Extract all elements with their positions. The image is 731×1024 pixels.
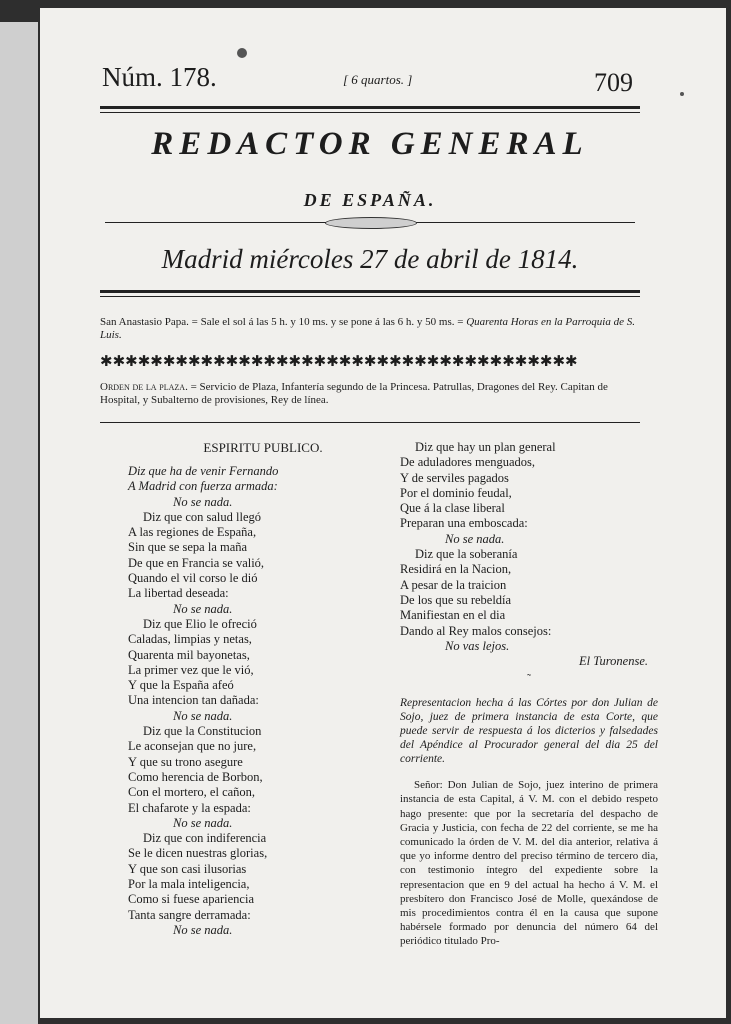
right-column bbox=[400, 440, 658, 949]
poem-line: No vas lejos. bbox=[445, 638, 510, 653]
poem-line: De aduladores menguados, bbox=[400, 455, 536, 470]
poem-line: Caladas, limpias y netas, bbox=[128, 632, 252, 647]
newspaper-page bbox=[40, 8, 726, 1018]
poem-line: Diz que con salud llegó bbox=[143, 509, 262, 524]
poem-line: La primer vez que le vió, bbox=[128, 662, 254, 677]
poem-line: A pesar de la traicion bbox=[400, 577, 507, 592]
poem-line: Con el mortero, el cañon, bbox=[128, 785, 256, 800]
ornament-center bbox=[325, 217, 417, 229]
poem-line: Diz que ha de venir Fernando bbox=[128, 464, 279, 478]
poem-signature: El Turonense. bbox=[579, 654, 648, 669]
poem-line: Tanta sangre derramada: bbox=[128, 907, 251, 922]
stain-mark bbox=[680, 92, 684, 96]
poem-line: Que á la clase liberal bbox=[400, 501, 505, 516]
poem-line: Y que son casi ilusorias bbox=[128, 861, 247, 876]
date-rule-thin bbox=[100, 296, 640, 297]
masthead-title: REDACTOR GENERAL bbox=[151, 126, 589, 162]
stain-mark bbox=[237, 48, 247, 58]
poem-line: El chafarote y la espada: bbox=[128, 800, 251, 815]
poem-line: Diz que la Constitucion bbox=[143, 724, 262, 739]
poem-line: Una intencion tan dañada: bbox=[128, 693, 259, 708]
orden-text: = Servicio de Plaza, Infantería segundo de la Princesa. Patrullas, Dragones del Rey. Capitan de Hospital, y Subalterno de provisiones, Rey de línea. bbox=[100, 381, 608, 406]
poem-line: Manifiestan en el dia bbox=[400, 608, 506, 623]
poem-line: Y que la España afeó bbox=[128, 678, 234, 693]
poem-left-lines bbox=[128, 464, 378, 938]
poem-line: Como herencia de Borbon, bbox=[128, 769, 263, 784]
poem-line: Diz que la soberanía bbox=[415, 547, 518, 562]
poem-line: Sin que se sepa la maña bbox=[128, 540, 248, 555]
poem-line: Como si fuese apariencia bbox=[128, 892, 254, 907]
poem-line: Por la mala inteligencia, bbox=[128, 877, 250, 892]
poem-line: A las regiones de España, bbox=[128, 525, 257, 540]
poem-line: Diz que con indiferencia bbox=[143, 831, 267, 846]
price: [ 6 quartos. ] bbox=[343, 72, 413, 87]
date-rule bbox=[100, 290, 640, 293]
masthead-subtitle: DE ESPAÑA. bbox=[303, 190, 437, 210]
star-divider: ✱✱✱✱✱✱✱✱✱✱✱✱✱✱✱✱✱✱✱✱✱✱✱✱✱✱✱✱✱✱✱✱✱✱✱✱✱✱ bbox=[100, 354, 578, 370]
poem-line: Quarenta mil bayonetas, bbox=[128, 647, 250, 662]
poem-line: No se nada. bbox=[173, 708, 233, 723]
poem-line: No se nada. bbox=[445, 531, 505, 546]
section-rule bbox=[100, 422, 640, 423]
poem-line: Diz que hay un plan general bbox=[415, 440, 556, 454]
poem-line: No se nada. bbox=[173, 494, 233, 509]
saints-text: San Anastasio Papa. = Sale el sol á las 5 h. y 10 ms. y se pone á las 6 h. y 50 ms. = bbox=[100, 316, 467, 328]
dateline: Madrid miércoles 27 de abril de 1814. bbox=[161, 244, 579, 274]
poem-line: Se le dicen nuestras glorias, bbox=[128, 846, 268, 861]
poem-line: Le aconsejan que no jure, bbox=[128, 739, 257, 754]
poem-line: Preparan una emboscada: bbox=[400, 516, 528, 531]
issue-number: Núm. 178. bbox=[102, 62, 217, 92]
ornament-separator: ˜ bbox=[527, 671, 531, 686]
poem-line: Dando al Rey malos consejos: bbox=[400, 623, 552, 638]
page-number: 709 bbox=[594, 68, 633, 97]
poem-line: Diz que Elio le ofreció bbox=[143, 616, 257, 631]
poem-line: Por el dominio feudal, bbox=[400, 485, 512, 500]
poem-line: La libertad deseada: bbox=[128, 586, 229, 601]
poem-line: A Madrid con fuerza armada: bbox=[128, 479, 278, 494]
poem-title: ESPIRITU PUBLICO. bbox=[203, 440, 323, 455]
representation-body: Señor: Don Julian de Sojo, juez interino de primera instancia de esta Capital, á V. M. con el debido respeto hago presente: que por la secretaría del despacho de Gracia y Justicia, con fecha de 22 del corriente, se me ha comunicado la órden de V. M. del dia anterior, relativa á que yo informe dentro del preciso término de tercero dia, con testimonio íntegro del expediente sobre la representacion que en 9 del actual ha hecho á V. M. el presbítero don Francisco José de Molle, quexándose de mis procedimientos contra él en la causa que supone habérsele formado por denuncia del número 64 del periódico titulado Pro- bbox=[400, 779, 658, 948]
poem-line: No se nada. bbox=[173, 601, 233, 616]
poem-right-lines bbox=[400, 440, 658, 654]
saints-italic: Quarenta Horas en la Parroquia de S. Luis. bbox=[100, 316, 635, 341]
poem-line: Residirá en la Nacion, bbox=[400, 562, 512, 577]
poem-line: Quando el vil corso le dió bbox=[128, 571, 258, 586]
orden-label: Orden de la plaza. bbox=[100, 381, 188, 393]
top-rule bbox=[100, 106, 640, 109]
saints-of-day bbox=[100, 316, 640, 342]
poem-line: De los que su rebeldía bbox=[400, 592, 512, 607]
poem-line: No se nada. bbox=[173, 815, 233, 830]
left-column bbox=[128, 440, 378, 938]
representation-heading: Representacion hecha á las Córtes por don Julian de Sojo, juez de primera instancia de esta Corte, que puede servir de respuesta á los dicterios y falsedades del Apéndice al Procurador general del dia 25 del corriente. bbox=[400, 697, 658, 766]
poem-line: Y de serviles pagados bbox=[400, 470, 509, 485]
poem-line: De que en Francia se valió, bbox=[128, 555, 265, 570]
left-page-edge bbox=[0, 22, 38, 1024]
orden-de-la-plaza bbox=[100, 381, 640, 407]
poem-line: Y que su trono asegure bbox=[128, 754, 243, 769]
top-rule-thin bbox=[100, 112, 640, 113]
poem-line: No se nada. bbox=[173, 922, 233, 937]
